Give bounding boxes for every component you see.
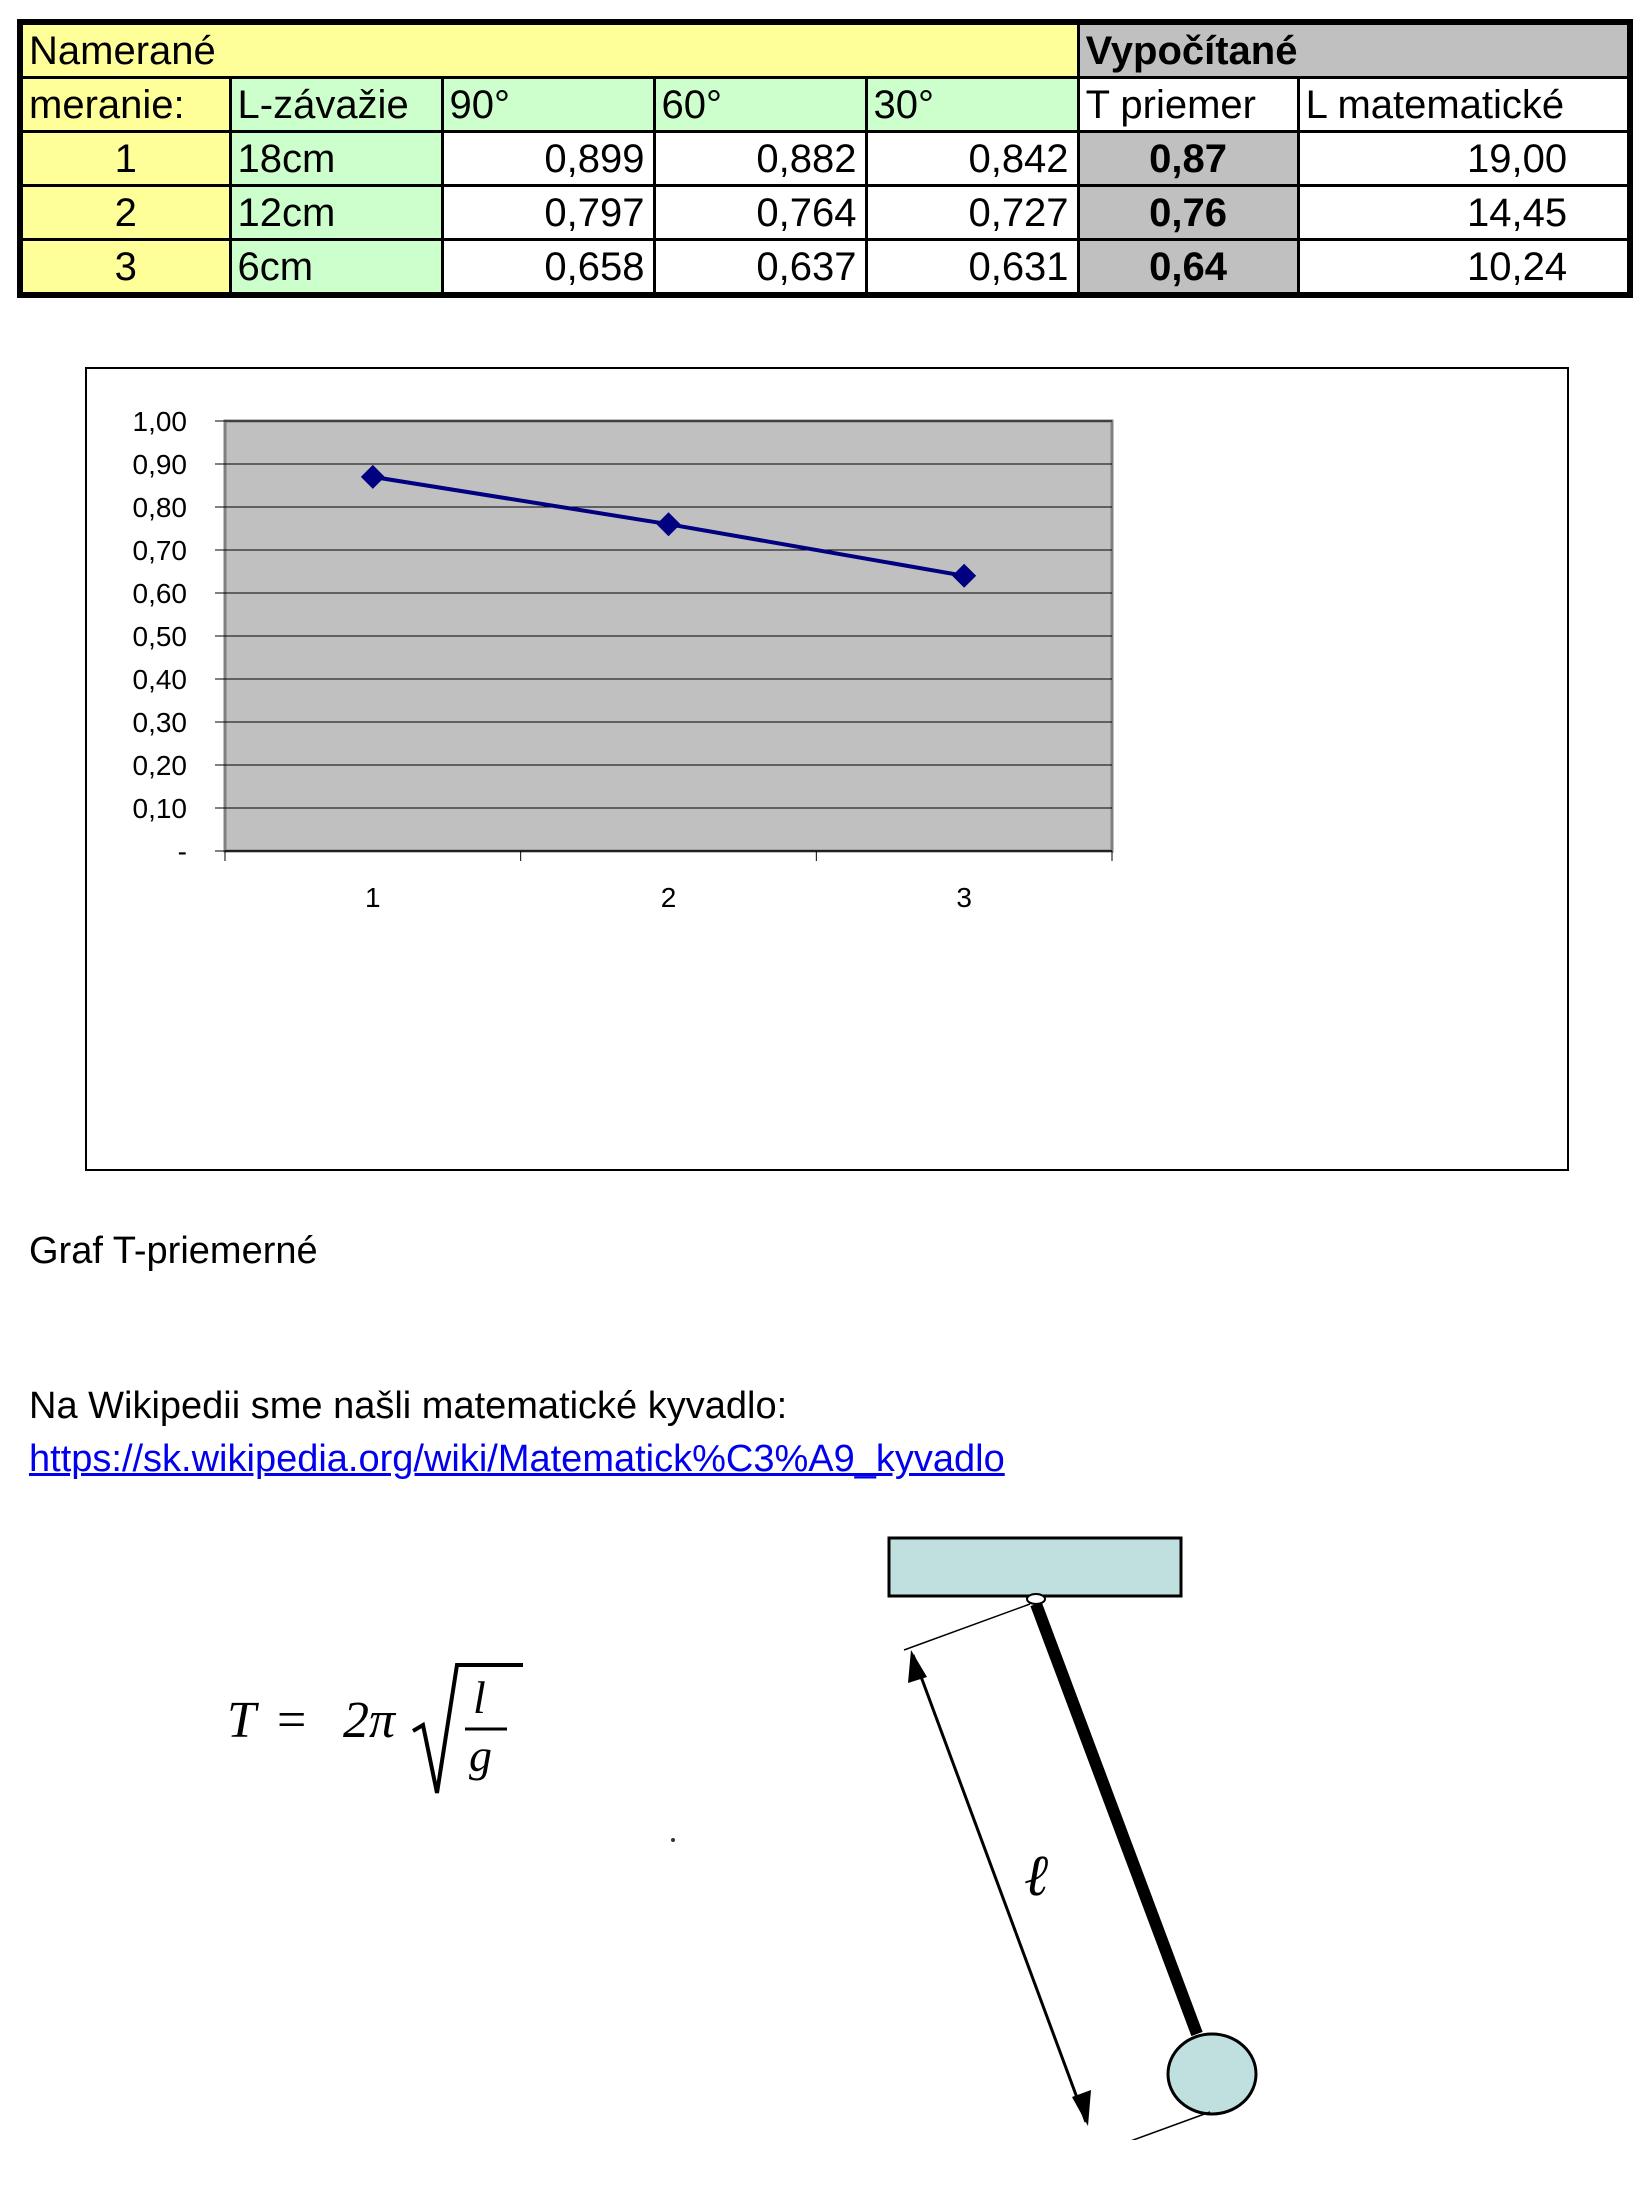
y-tick-label: 0,10 (132, 793, 187, 824)
length-extension-bottom (1084, 2112, 1210, 2140)
x-tick-label: 2 (660, 882, 677, 913)
chart-caption: Graf T-priemerné (29, 1230, 318, 1272)
cell-t-average: 0,87 (1078, 132, 1298, 186)
header-angle-90: 90° (442, 78, 654, 132)
length-dimension-line (913, 1655, 1086, 2122)
formula-coefficient: 2π (343, 1692, 396, 1749)
cell-angle-30: 0,727 (866, 186, 1078, 240)
cell-l-mathematical: 10,24 (1298, 240, 1630, 296)
cell-angle-30: 0,631 (866, 240, 1078, 296)
y-tick-label: 0,50 (132, 621, 187, 652)
pendulum-period-formula (225, 1645, 545, 1815)
y-tick-label: 0,60 (132, 578, 187, 609)
wiki-intro-text: Na Wikipedii sme našli matematické kyvadlo: (29, 1385, 788, 1427)
cell-angle-90: 0,899 (442, 132, 654, 186)
table-header-row (20, 78, 1630, 132)
y-tick-label: 0,40 (132, 664, 187, 695)
formula-denominator: g (469, 1730, 492, 1781)
line-chart (87, 369, 1567, 1169)
cell-angle-90: 0,797 (442, 186, 654, 240)
cell-measurement-number: 2 (20, 186, 230, 240)
table-row (20, 186, 1630, 240)
cell-weight-length: 18cm (230, 132, 442, 186)
formula-lhs: T (227, 1692, 256, 1749)
header-angle-30: 30° (866, 78, 1078, 132)
formula-equals: = (277, 1692, 307, 1749)
y-tick-label: - (177, 836, 187, 867)
pendulum-rod (1036, 1604, 1197, 2034)
wikipedia-link[interactable]: https://sk.wikipedia.org/wiki/Matematick%C3%A9_kyvadlo (29, 1438, 1005, 1480)
formula-numerator: l (473, 1672, 486, 1723)
header-angle-60: 60° (654, 78, 866, 132)
header-weight-length: L-závažie (230, 78, 442, 132)
measurement-table (17, 19, 1633, 298)
length-label: ℓ (1024, 1841, 1049, 1909)
stray-dot (671, 1838, 675, 1842)
header-l-mathematical: L matematické (1298, 78, 1630, 132)
y-tick-label: 0,80 (132, 492, 187, 523)
y-tick-label: 0,70 (132, 535, 187, 566)
cell-measurement-number: 1 (20, 132, 230, 186)
pendulum-diagram (870, 1520, 1290, 2140)
cell-angle-60: 0,637 (654, 240, 866, 296)
arrowhead-top-icon (908, 1650, 927, 1683)
pivot-point (1027, 1594, 1045, 1604)
pendulum-support (889, 1538, 1181, 1596)
table-row (20, 240, 1630, 296)
length-extension-top (904, 1604, 1030, 1650)
header-measurement: meranie: (20, 78, 230, 132)
cell-angle-90: 0,658 (442, 240, 654, 296)
group-computed-label: Vypočítané (1078, 22, 1630, 78)
x-tick-label: 1 (365, 882, 381, 913)
y-tick-label: 1,00 (132, 406, 187, 437)
y-tick-label: 0,30 (132, 707, 187, 738)
chart-frame (85, 367, 1569, 1171)
y-tick-label: 0,20 (132, 750, 187, 781)
cell-t-average: 0,64 (1078, 240, 1298, 296)
cell-angle-30: 0,842 (866, 132, 1078, 186)
group-measured-label: Namerané (20, 22, 1078, 78)
cell-l-mathematical: 19,00 (1298, 132, 1630, 186)
cell-weight-length: 6cm (230, 240, 442, 296)
cell-t-average: 0,76 (1078, 186, 1298, 240)
cell-weight-length: 12cm (230, 186, 442, 240)
x-tick-label: 3 (956, 882, 972, 913)
cell-angle-60: 0,882 (654, 132, 866, 186)
cell-measurement-number: 3 (20, 240, 230, 296)
pendulum-bob (1168, 2034, 1256, 2114)
cell-l-mathematical: 14,45 (1298, 186, 1630, 240)
y-tick-label: 0,90 (132, 449, 187, 480)
table-group-header-row (20, 22, 1630, 78)
header-t-average: T priemer (1078, 78, 1298, 132)
cell-angle-60: 0,764 (654, 186, 866, 240)
table-row (20, 132, 1630, 186)
